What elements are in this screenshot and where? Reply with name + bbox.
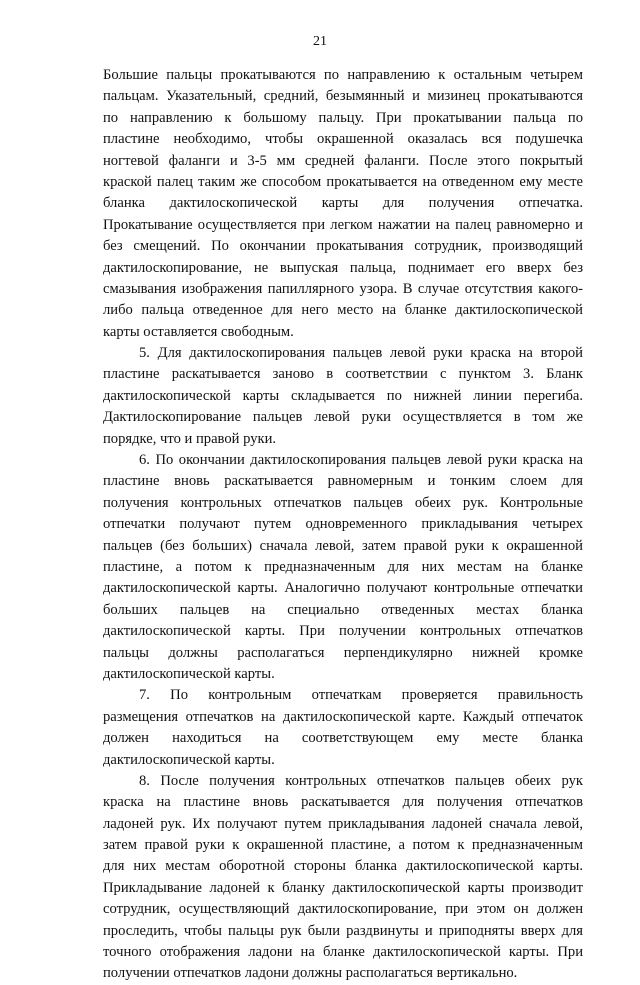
text-line: Прокатывание осуществляется при легком нажатии на палец равномерно и [103, 216, 583, 233]
paragraph-1 [103, 65, 583, 343]
text-line: пластине раскатывается заново в соответствии с пунктом 3. Бланк [103, 366, 583, 383]
text-line: ногтевой фаланги и 3-5 мм средней фаланги. После этого покрытый [103, 152, 583, 169]
text-line: 7. По контрольным отпечаткам проверяется правильность [139, 687, 583, 704]
page-number: 21 [313, 34, 327, 49]
text-line: сотрудник, осуществляющий дактилоскопирование, при этом он должен [103, 901, 583, 918]
paragraph-2 [103, 343, 583, 450]
document-body [103, 65, 583, 985]
text-line: Дактилоскопирование пальцев левой руки осуществляется в том же [103, 409, 583, 426]
text-line: пальцам. Указательный, средний, безымянный и мизинец прокатываются [103, 88, 583, 105]
text-line: ладоней рук. Их получают путем прикладывания ладоней сначала левой, [103, 815, 583, 832]
paragraph-4 [103, 685, 583, 771]
text-line: должен находиться на соответствующем ему месте бланка [103, 730, 583, 747]
text-line: дактилоскопической карты. При получении контрольных отпечатков [103, 623, 583, 640]
text-line: Большие пальцы прокатываются по направлению к остальным четырем [103, 67, 583, 83]
text-line: пальцы должны располагаться перпендикулярно нижней кромке [103, 644, 583, 661]
text-line: 8. После получения контрольных отпечатков пальцев обеих рук [139, 772, 583, 789]
text-line: больших пальцев на специально отведенных местах бланка [103, 601, 583, 618]
text-line: дактилоскопической карты. [103, 751, 275, 768]
text-line: затем правой руки к окрашенной пластине, а потом к предназначенным [103, 837, 583, 854]
text-line: точного отображения ладони на бланке дактилоскопической карты. При [103, 944, 583, 961]
text-line: смазывания изображения папиллярного узора. В случае отсутствия какого- [103, 280, 583, 297]
text-line: проследить, чтобы пальцы рук были раздвинуты и приподняты вверх для [103, 922, 583, 939]
text-line: дактилоскопической карты. Аналогично получают контрольные отпечатки [103, 580, 583, 597]
text-line: отпечатки получают путем одновременного прикладывания четырех [103, 516, 583, 533]
text-line: порядке, что и правой руки. [103, 430, 277, 447]
text-line: пластине вновь раскатывается равномерным и тонким слоем для [103, 473, 583, 490]
text-line: дактилоскопирование, не выпуская пальца, поднимает его вверх без [103, 259, 583, 276]
text-line: пластине необходимо, чтобы окрашенной оказалась вся подушечка [103, 131, 583, 148]
text-line: по направлению к большому пальцу. При прокатывании пальца по [103, 109, 583, 126]
text-line: 6. По окончании дактилоскопирования пальцев левой руки краска на [139, 452, 583, 469]
text-line: краской палец таким же способом прокатывается на отведенном ему месте [103, 173, 583, 190]
text-line: пластине, а потом к предназначенным для них местам на бланке [103, 558, 583, 575]
text-line: без смещений. По окончании прокатывания сотрудник, производящий [103, 238, 583, 255]
text-line: либо пальца отведенное для него место на бланке дактилоскопической [103, 302, 583, 319]
text-line: краска на пластине вновь раскатывается для получения отпечатков [103, 794, 583, 811]
text-line: пальцев (без больших) сначала левой, затем правой руки к окрашенной [103, 537, 583, 554]
text-line: дактилоскопической карты. [103, 665, 275, 682]
text-line: получении отпечатков ладони должны располагаться вертикально. [103, 965, 518, 982]
text-line: размещения отпечатков на дактилоскопической карте. Каждый отпечаток [103, 708, 583, 725]
paragraph-5 [103, 771, 583, 985]
paragraph-3 [103, 450, 583, 685]
text-line: карты оставляется свободным. [103, 323, 294, 340]
text-line: 5. Для дактилоскопирования пальцев левой руки краска на второй [139, 345, 583, 362]
text-line: для них местам оборотной стороны бланка дактилоскопической карты. [103, 858, 583, 875]
text-line: Прикладывание ладоней к бланку дактилоскопической карты производит [103, 879, 583, 896]
text-line: бланка дактилоскопической карты для получения отпечатка. [103, 195, 583, 212]
text-line: дактилоскопической карты складывается по нижней линии перегиба. [103, 387, 583, 404]
text-line: получения контрольных отпечатков пальцев обеих рук. Контрольные [103, 494, 583, 511]
